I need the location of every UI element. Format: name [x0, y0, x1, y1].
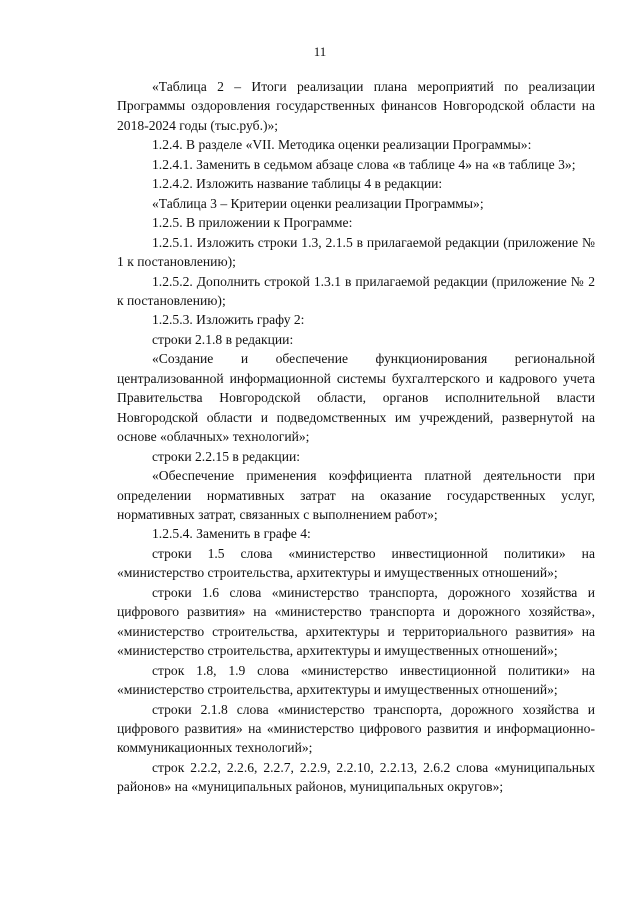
page-number: 11 — [313, 44, 327, 59]
paragraph-1-2-5-1: 1.2.5.1. Изложить строки 1.3, 2.1.5 в прилагаемой редакции (приложение № 1 к постановлению); — [117, 234, 595, 270]
paragraph-row-1-6: строки 1.6 слова «министерство транспорта, дорожного хозяйства и цифрового развития» на «министерство транспорта и дорожного хозяйства», «министерство строительства, архитектуры и территориального развития» на «министерство строительства, архитектуры и имущественных отношений»; — [117, 584, 595, 659]
paragraph-rows-1-8-1-9: строк 1.8, 1.9 слова «министерство инвестиционной политики» на «министерство строительства, архитектуры и имущественных отношений»; — [117, 662, 595, 698]
paragraph-1-2-4-2: 1.2.4.2. Изложить название таблицы 4 в редакции: — [152, 176, 443, 192]
document-body — [117, 77, 595, 797]
paragraph-table3-title: «Таблица 3 – Критерии оценки реализации Программы»; — [152, 195, 484, 211]
paragraph-row-2-2-15-header: строки 2.2.15 в редакции: — [152, 448, 301, 464]
paragraph-1-2-5-4: 1.2.5.4. Заменить в графе 4: — [152, 526, 311, 542]
paragraph-1-2-4-1: 1.2.4.1. Заменить в седьмом абзаце слова «в таблице 4» на «в таблице 3»; — [152, 156, 576, 172]
paragraph-1-2-5-3: 1.2.5.3. Изложить графу 2: — [152, 312, 305, 328]
paragraph-table2-title: «Таблица 2 – Итоги реализации плана мероприятий по реализации Программы оздоровления государственных финансов Новгородской области на 2018-2024 годы (тыс.руб.)»; — [117, 79, 595, 133]
paragraph-row-1-5: строки 1.5 слова «министерство инвестиционной политики» на «министерство строительства, архитектуры и имущественных отношений»; — [117, 545, 595, 581]
paragraph-row-2-2-15-text: «Обеспечение применения коэффициента платной деятельности при определении нормативных затрат на оказание государственных услуг, нормативных затрат, связанных с выполнением работ»; — [117, 468, 595, 522]
paragraph-row-2-1-8-header: строки 2.1.8 в редакции: — [152, 331, 294, 347]
paragraph-rows-2-2-x: строк 2.2.2, 2.2.6, 2.2.7, 2.2.9, 2.2.10, 2.2.13, 2.6.2 слова «муниципальных районов» на «муниципальных районов, муниципальных округов»; — [117, 759, 595, 795]
paragraph-row-2-1-8-text: «Создание и обеспечение функционирования региональной централизованной информационной системы бухгалтерского и кадрового учета Правительства Новгородской области, органов исполнительной власти Новгородской области и подведомственных им учреждений, развернутой на основе «облачных» технологий»; — [117, 351, 595, 445]
paragraph-1-2-5: 1.2.5. В приложении к Программе: — [152, 215, 353, 231]
paragraph-row-2-1-8-replace: строки 2.1.8 слова «министерство транспорта, дорожного хозяйства и цифрового развития» на «министерство цифрового развития и информационно-коммуникационных технологий»; — [117, 701, 595, 756]
paragraph-1-2-5-2: 1.2.5.2. Дополнить строкой 1.3.1 в прилагаемой редакции (приложение № 2 к постановлению); — [117, 273, 595, 308]
paragraph-1-2-4: 1.2.4. В разделе «VII. Методика оценки реализации Программы»: — [152, 137, 532, 153]
